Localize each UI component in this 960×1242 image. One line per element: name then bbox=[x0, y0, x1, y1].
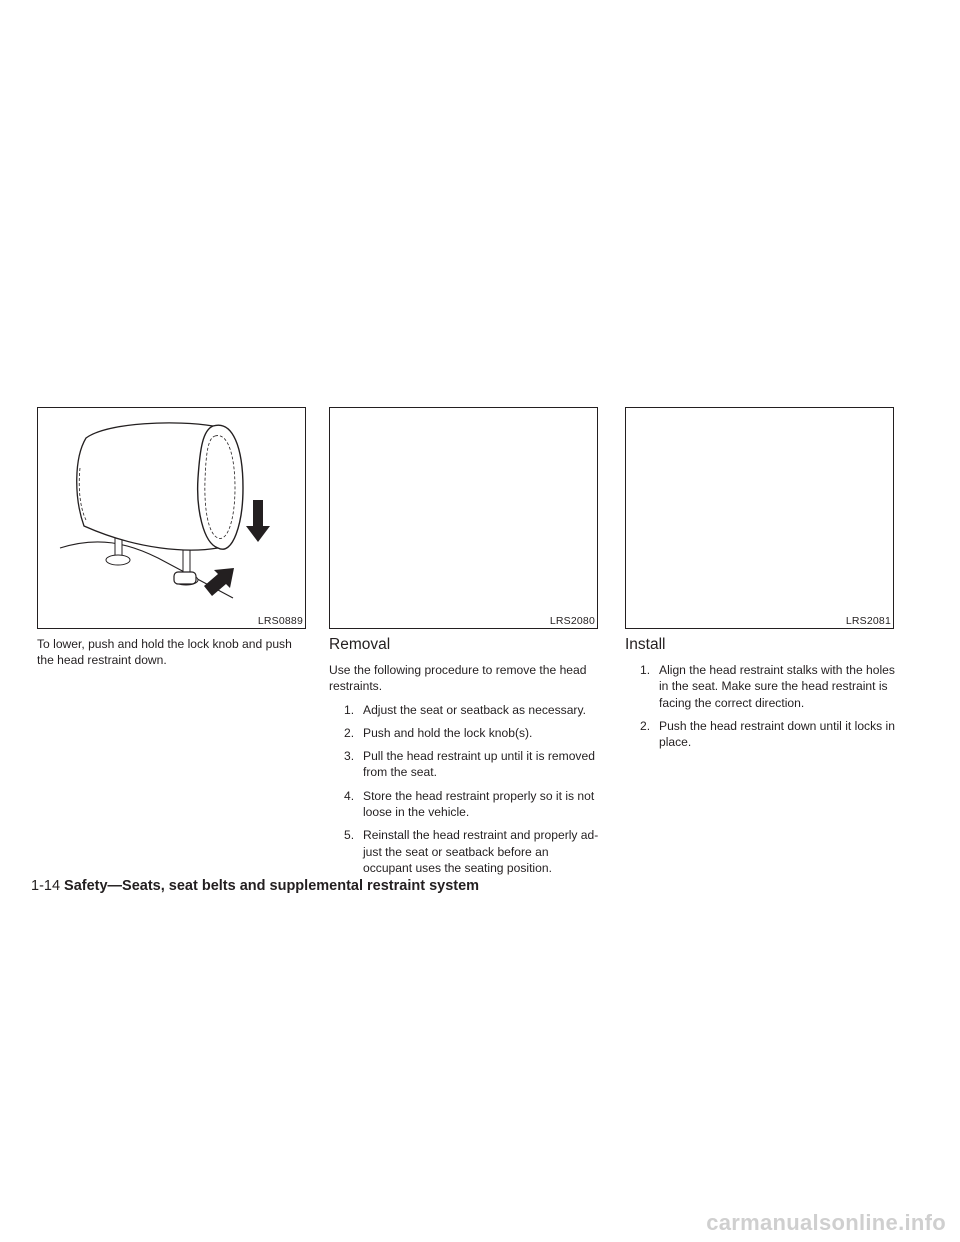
list-item bbox=[329, 725, 599, 741]
lower-instructions-text: To lower, push and hold the lock knob and push the head restraint down. bbox=[37, 637, 292, 668]
removal-heading: Removal bbox=[329, 636, 391, 653]
step-text: Reinstall the head restraint and properly ad-just the seat or seatback before an occupant uses the seating position. bbox=[363, 828, 599, 875]
headrest-illustration-icon bbox=[38, 408, 306, 629]
column-install bbox=[625, 636, 895, 757]
section-title: Safety—Seats, seat belts and supplemental restraint system bbox=[64, 878, 480, 894]
step-text: Pull the head restraint up until it is removed from the seat. bbox=[363, 749, 595, 780]
list-item bbox=[329, 748, 599, 781]
list-item bbox=[625, 718, 895, 751]
figure-code: LRS0889 bbox=[255, 615, 303, 627]
step-number: 4. bbox=[344, 788, 355, 803]
list-item bbox=[329, 827, 599, 876]
figure-install bbox=[625, 407, 894, 629]
removal-intro: Use the following procedure to remove the head restraints. bbox=[329, 663, 587, 694]
column-lower-instructions bbox=[37, 636, 307, 669]
step-text: Store the head restraint properly so it is not loose in the vehicle. bbox=[363, 788, 595, 820]
step-text: Push the head restraint down until it locks in place. bbox=[659, 718, 895, 750]
step-number: 2. bbox=[640, 718, 651, 733]
removal-steps bbox=[329, 702, 599, 877]
watermark: carmanualsonline.info bbox=[706, 1210, 946, 1235]
list-item bbox=[329, 788, 599, 821]
step-text: Push and hold the lock knob(s). bbox=[363, 725, 533, 740]
figure-headrest-lower bbox=[37, 407, 306, 629]
install-steps bbox=[625, 662, 895, 750]
list-item bbox=[329, 702, 599, 718]
column-removal bbox=[329, 636, 599, 883]
page-footer bbox=[31, 878, 479, 894]
figure-code: LRS2081 bbox=[843, 615, 891, 627]
figure-removal bbox=[329, 407, 598, 629]
step-number: 3. bbox=[344, 749, 355, 764]
figure-code: LRS2080 bbox=[547, 615, 595, 627]
step-number: 1. bbox=[640, 663, 651, 677]
step-number: 5. bbox=[344, 828, 355, 843]
page-number: 1-14 bbox=[31, 878, 61, 894]
step-number: 2. bbox=[344, 725, 355, 740]
step-number: 1. bbox=[344, 702, 355, 717]
step-text: Align the head restraint stalks with the holes in the seat. Make sure the head restraint is facing the correct direction. bbox=[659, 663, 895, 710]
step-text: Adjust the seat or seatback as necessary. bbox=[363, 702, 586, 717]
list-item bbox=[625, 662, 895, 711]
install-heading: Install bbox=[625, 636, 666, 653]
